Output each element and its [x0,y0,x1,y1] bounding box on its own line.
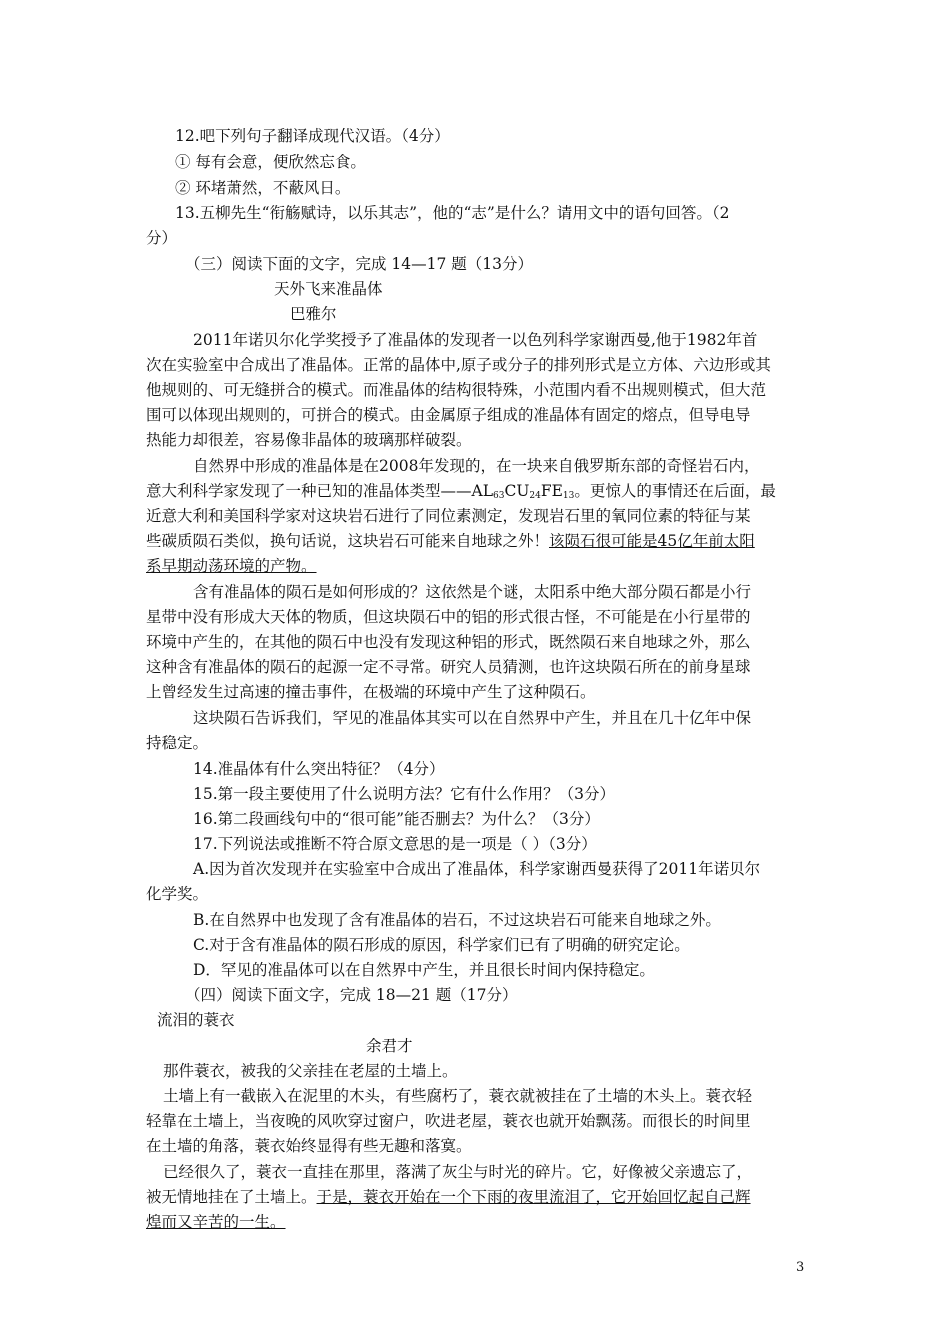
paragraph1-line: 2011年诺贝尔化学奖授予了准晶体的发现者一以色列科学家谢西曼,他于1982年首 [193,331,758,349]
plain-text: 些碳质陨石类似，换句话说，这块岩石可能来自地球之外！ [146,532,550,550]
paragraph1-line: 他规则的、可无缝拼合的模式。而准晶体的结构很特殊，小范围内看不出规则模式，但大范 [146,381,767,399]
q13-line-2: 分） [146,229,178,247]
q17-option-c: C.对于含有准晶体的陨石形成的原因，科学家们已有了明确的研究定论。 [193,936,690,954]
paragraph2-line: 近意大利和美国科学家对这块岩石进行了同位素测定，发现岩石里的氧同位素的特征与某 [146,507,751,525]
subscript: 24 [529,491,541,501]
paragraph3-line: 这种含有准晶体的陨石的起源一定不寻常。研究人员猜测，也许这块陨石所在的前身星球 [146,658,751,676]
q17-option-a-cont: 化学奖。 [146,885,209,903]
section3-heading: （三）阅读下面的文字，完成 14—17 题（13分） [185,255,534,273]
q17-option-a: A.因为首次发现并在实验室中合成出了准晶体，科学家谢西曼获得了2011年诺贝尔 [193,860,761,878]
page-number: 3 [796,1260,805,1275]
article2-paragraph1: 那件蓑衣，被我的父亲挂在老屋的土墙上。 [163,1062,458,1080]
q15: 15.第一段主要使用了什么说明方法？它有什么作用？（3分） [193,785,616,803]
q12-sentence-2: ② 环堵萧然，不蔽风日。 [175,179,351,197]
q12-sentence-1: ① 每有会意，便欣然忘食。 [175,153,366,171]
section4-heading: （四）阅读下面文字，完成 18—21 题（17分） [185,986,518,1004]
article2-paragraph3-line: 已经很久了，蓑衣一直挂在那里，落满了灰尘与时光的碎片。它，好像被父亲遗忘了， [163,1163,753,1181]
formula-element: CU [504,482,530,500]
q16: 16.第二段画线句中的“很可能”能否删去？为什么？（3分） [193,810,600,828]
article1-title: 天外飞来准晶体 [274,280,383,298]
q14: 14.准晶体有什么突出特征？（4分） [193,760,445,778]
underlined-sentence: 系早期动荡环境的产物。 [146,557,317,575]
subscript: 13 [562,491,575,501]
paragraph3-line: 含有准晶体的陨石是如何形成的？这依然是个谜，太阳系中绝大部分陨石都是小行 [193,583,752,601]
article2-paragraph2-line: 轻靠在土墙上，当夜晚的风吹穿过窗户，吹进老屋，蓑衣也就开始飘荡。而很长的时间里 [146,1112,751,1130]
article1-author: 巴雅尔 [290,305,337,323]
paragraph4-line: 持稳定。 [146,734,209,752]
paragraph1-line: 围可以体现出规则的，可拼合的模式。由金属原子组成的准晶体有固定的熔点，但导电导 [146,406,751,424]
article2-author: 余君才 [366,1037,413,1055]
formula-prefix: 意大利科学家发现了一种已知的准晶体类型——AL [146,482,493,500]
article2-paragraph2-line: 土墙上有一截嵌入在泥里的木头，有些腐朽了，蓑衣就被挂在了土墙的木头上。蓑衣轻 [163,1087,753,1105]
q17-option-b: B.在自然界中也发现了含有准晶体的岩石，不过这块岩石可能来自地球之外。 [193,911,721,929]
paragraph1-line: 次在实验室中合成出了准晶体。正常的晶体中,原子或分子的排列形式是立方体、六边形或其 [146,356,771,374]
paragraph1-line: 热能力却很差，容易像非晶体的玻璃那样破裂。 [146,431,472,449]
q17: 17.下列说法或推断不符合原文意思的是一项是（ ）（3分） [193,835,597,853]
q13-line-1: 13.五柳先生“衔觞赋诗，以乐其志”，他的“志”是什么？请用文中的语句回答。（2 [175,204,730,222]
q12-title: 12.吧下列句子翻译成现代汉语。（4分） [175,127,450,145]
article2-title: 流泪的蓑衣 [157,1011,235,1029]
plain-text: 被无情地挂在了土墙上。 [146,1188,317,1206]
paragraph4-line: 这块陨石告诉我们，罕见的准晶体其实可以在自然界中产生，并且在几十亿年中保 [193,709,752,727]
formula-element: FE [540,482,563,500]
underlined-sentence: 煌而又辛苦的一生。 [146,1213,286,1231]
paragraph3-line: 星带中没有形成大天体的物质，但这块陨石中的铝的形式很古怪，不可能是在小行星带的 [146,608,751,626]
q17-option-d: D．罕见的准晶体可以在自然界中产生，并且很长时间内保持稳定。 [193,961,655,979]
underlined-sentence: 该陨石很可能是45亿年前太阳 [549,532,755,550]
article2-paragraph3-line [146,1187,751,1207]
subscript: 63 [493,491,505,501]
article2-paragraph2-line: 在土墙的角落，蓑衣始终显得有些无趣和落寞。 [146,1137,472,1155]
underlined-sentence: 于是，蓑衣开始在一个下雨的夜里流泪了，它开始回忆起自己辉 [316,1188,751,1206]
paragraph2-line: 自然界中形成的准晶体是在2008年发现的，在一块来自俄罗斯东部的奇怪岩石内， [193,457,760,475]
paragraph3-line: 上曾经发生过高速的撞击事件，在极端的环境中产生了这种陨石。 [146,683,596,701]
paragraph2-line-formula [146,481,776,506]
paragraph2-line [146,531,755,551]
formula-suffix: 。更惊人的事情还在后面，最 [574,482,776,500]
paragraph3-line: 环境中产生的，在其他的陨石中也没有发现这种铝的形式，既然陨石来自地球之外，那么 [146,633,751,651]
